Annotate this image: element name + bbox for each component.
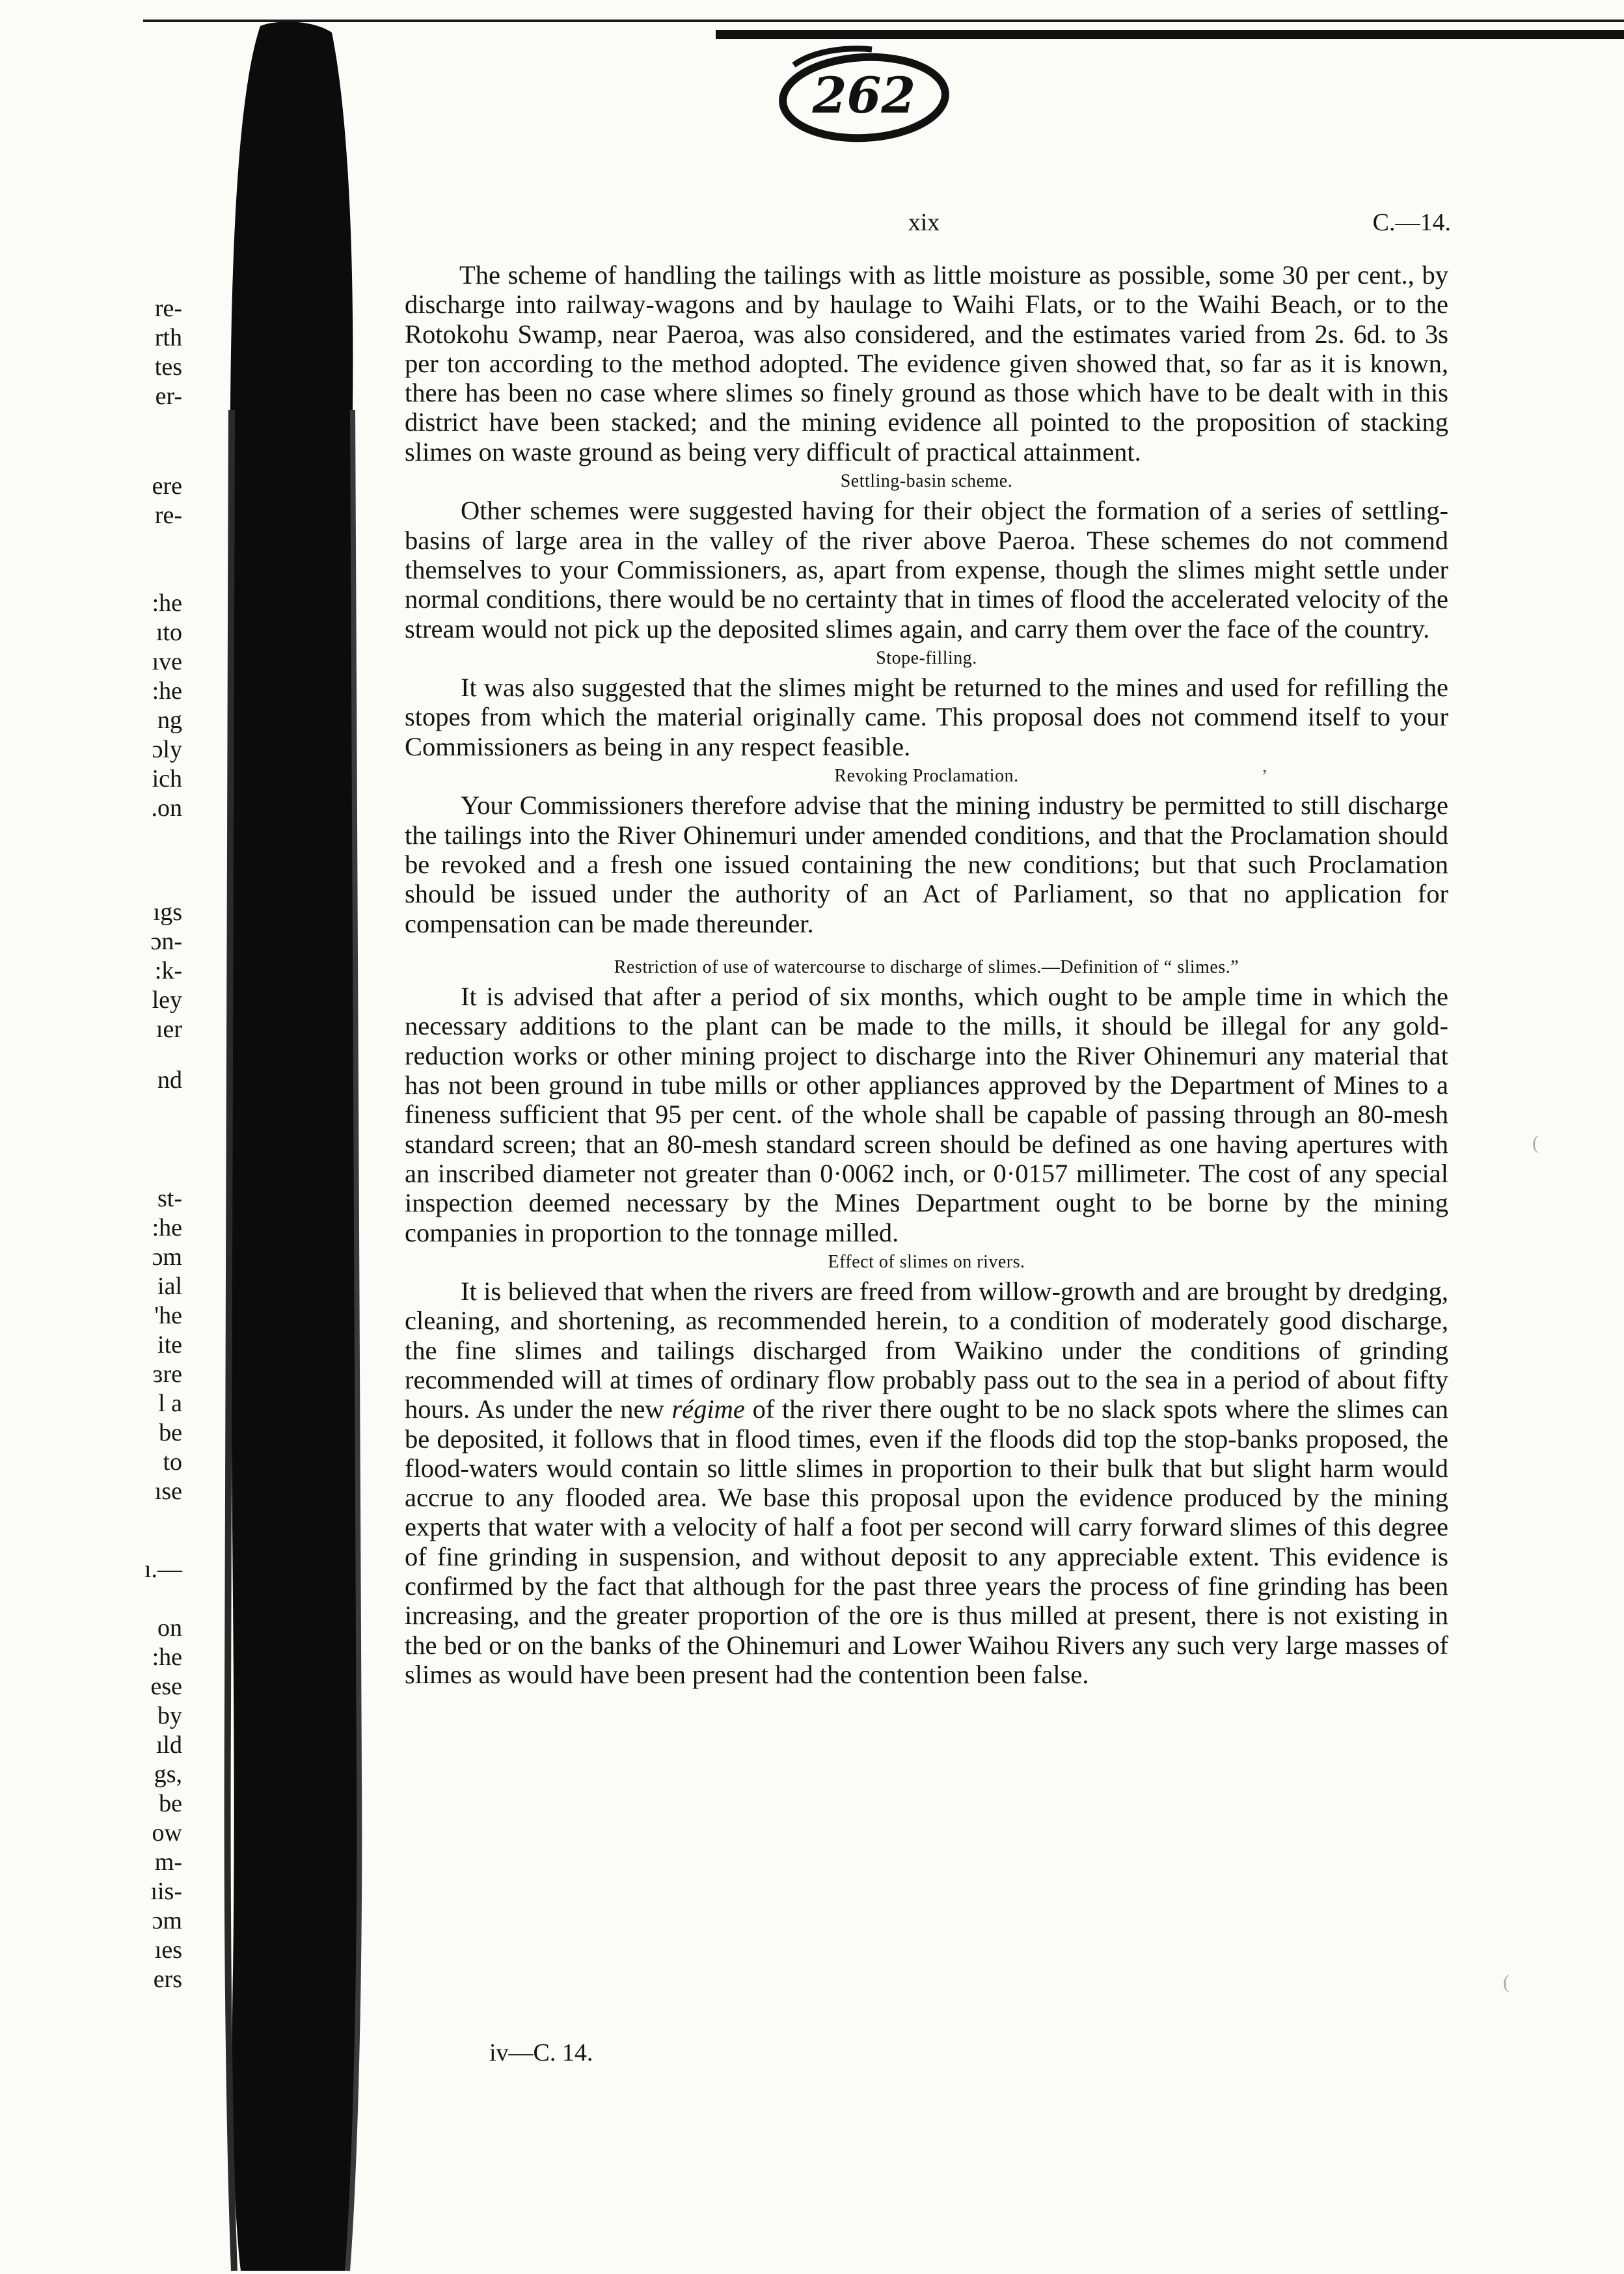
margin-fragment bbox=[98, 294, 182, 411]
scan-speck: , bbox=[1262, 755, 1267, 776]
margin-fragment-line: :k- bbox=[154, 957, 182, 984]
scan-speck: ( bbox=[1503, 1971, 1509, 1993]
margin-fragment-line: ɔm bbox=[152, 1907, 182, 1934]
margin-fragment-line: er- bbox=[155, 383, 182, 410]
margin-fragment-line: ı.— bbox=[144, 1556, 182, 1583]
body-paragraph: Your Commissioners therefore advise that the mining industry be permitted to still discharge the tailings into the River Ohinemuri under amended conditions, and that the Proclamation should be revoked and a fresh one issued containing the new conditions; but that such Proclamation should be issued under the authority of an Act of Parliament, so that no application for compensation can be made thereunder. bbox=[405, 791, 1448, 938]
margin-fragment bbox=[98, 1555, 182, 1584]
margin-fragment bbox=[98, 898, 182, 1044]
margin-fragment-line: ial bbox=[157, 1273, 182, 1300]
margin-fragment-line: ıld bbox=[156, 1731, 182, 1759]
scan-speck: ( bbox=[1532, 1132, 1539, 1154]
margin-fragment-line: rth bbox=[154, 324, 182, 351]
margin-fragment-line: ere bbox=[152, 472, 182, 500]
margin-fragment-line: l a bbox=[158, 1390, 182, 1417]
margin-fragment-line: ıer bbox=[156, 1016, 182, 1043]
margin-fragment-line: ɔn- bbox=[150, 928, 182, 955]
margin-fragment-line: ıgs bbox=[153, 899, 182, 926]
margin-fragment-line: on bbox=[157, 1614, 182, 1642]
margin-fragment bbox=[98, 472, 182, 530]
margin-fragment-line: :he bbox=[152, 1214, 182, 1241]
section-heading: Effect of slimes on rivers. bbox=[828, 1251, 1025, 1272]
margin-fragment bbox=[98, 1614, 182, 1994]
printer-signature: iv—C. 14. bbox=[489, 2039, 593, 2066]
body-paragraph: It was also suggested that the slimes might be returned to the mines and used for refilling the stopes from which the material originally came. This proposal does not commend itself to your Commissioners as being in any respect feasible. bbox=[405, 673, 1448, 761]
body-paragraph: It is believed that when the rivers are freed from willow-growth and are brought by dredging, cleaning, and shortening, as recommended herein, to a condition of moderately good discharge, the fine slimes and tailings discharged from Waikino under the conditions of grinding recommended will at times of ordinary flow probably pass out to the sea in a period of about fifty hours. As under the new régime of the river there ought to be no slack spots where the slimes can be deposited, it follows that in flood times, even if the floods did top the stop-banks proposed, the flood-waters would contain so little slimes in proportion to their bulk that but slight harm would accrue to any flooded area. We base this proposal upon the evidence produced by the mining experts that water with a velocity of half a foot per second will carry forward slimes of this degree of fine grinding in suspension, and without deposit to any appreciable extent. This evidence is confirmed by the fact that although for the past three years the process of fine grinding has been increasing, and the greater proportion of the ore is thus milled at present, there is not existing in the bed or on the banks of the Ohinemuri and Lower Waihou Rivers any such very large masses of slimes as would have been present had the contention been false. bbox=[405, 1277, 1448, 1689]
margin-fragment-line: :he bbox=[152, 1644, 182, 1671]
margin-fragment-line: :he bbox=[152, 677, 182, 705]
margin-fragment-line: ich bbox=[152, 765, 182, 792]
section-heading: Stope-filling. bbox=[876, 647, 977, 668]
margin-fragment-line: ıto bbox=[156, 619, 182, 646]
margin-fragment-line: re- bbox=[154, 502, 182, 529]
margin-fragment-line: nd bbox=[157, 1066, 182, 1094]
margin-fragment-line: ıve bbox=[152, 648, 182, 675]
margin-fragment-line: ıse bbox=[154, 1478, 182, 1505]
margin-fragment-line: re- bbox=[154, 295, 182, 322]
margin-fragment-line: be bbox=[159, 1419, 182, 1446]
stamp-number: 262 bbox=[812, 66, 916, 124]
margin-fragment bbox=[98, 1184, 182, 1506]
margin-fragment-line: tes bbox=[154, 353, 182, 381]
margin-fragment-line: gs, bbox=[154, 1761, 182, 1788]
margin-fragment bbox=[98, 589, 182, 823]
margin-fragment-line: ow bbox=[152, 1819, 182, 1847]
top-binding-bar bbox=[716, 30, 1624, 39]
margin-fragment-line: ley bbox=[152, 986, 182, 1014]
section-heading: Restriction of use of watercourse to discharge of slimes.—Definition of “ slimes.” bbox=[614, 956, 1239, 977]
body-paragraph: Other schemes were suggested having for their object the formation of a series of settling-basins of large area in the valley of the river above Paeroa. These schemes do not commend themselves to your Commissioners, as, apart from expense, though the slimes might settle under normal conditions, there would be no certainty that in times of flood the accelerated velocity of the stream would not pick up the deposited slimes again, and carry them over the face of the country. bbox=[405, 496, 1448, 643]
margin-fragment-line: ɔm bbox=[152, 1243, 182, 1271]
margin-fragment-line: ıis- bbox=[150, 1878, 182, 1905]
margin-fragment-line: ıes bbox=[154, 1936, 182, 1964]
margin-fragment-line: ɜre bbox=[152, 1360, 182, 1388]
section-heading: Settling-basin scheme. bbox=[840, 471, 1013, 492]
margin-fragment-line: to bbox=[163, 1448, 182, 1476]
margin-fragment-line: 'he bbox=[154, 1302, 182, 1329]
body-paragraph: The scheme of handling the tailings with as little moisture as possible, some 30 per cent., by discharge into railway-wagons and by haulage to Waihi Flats, or to the Waihi Beach, or to the Rotokohu Swamp, near Paeroa, was also considered, and the estimates varied from 2s. 6d. to 3s per ton according to the method adopted. The evidence given showed that, so far as it is known, there has been no case where slimes so finely ground as those which have to be dealt with in this district have been stacked; and the mining evidence all pointed to the proposition of stacking slimes on waste ground as being very difficult of practical attainment. bbox=[405, 260, 1448, 467]
margin-fragment-line: ɔly bbox=[152, 736, 182, 763]
margin-fragment-line: st- bbox=[157, 1185, 182, 1212]
margin-fragment-line: .on bbox=[151, 794, 182, 822]
margin-fragment-line: ite bbox=[157, 1331, 182, 1359]
margin-fragment-line: :he bbox=[152, 589, 182, 617]
binding-gutter bbox=[215, 20, 371, 2274]
margin-fragment-line: ers bbox=[153, 1966, 182, 1993]
margin-fragment-line: be bbox=[159, 1790, 182, 1817]
report-body bbox=[405, 260, 1448, 1689]
section-heading: Revoking Proclamation. bbox=[834, 766, 1019, 787]
margin-fragment-line: ese bbox=[150, 1673, 182, 1700]
circled-page-stamp bbox=[768, 39, 956, 150]
page-number-roman: xix bbox=[908, 209, 940, 236]
margin-fragment-line: m- bbox=[154, 1848, 182, 1876]
body-paragraph: It is advised that after a period of six months, which ought to be ample time in which the necessary additions to the plant can be made to the mills, it should be illegal for any gold-reduction works or other mining project to discharge into the River Ohinemuri any material that has not been ground in tube mills or other appliances approved by the Department of Mines to a fineness sufficient that 95 per cent. of the whole shall be capable of passing through an 80-mesh standard screen; that an 80-mesh standard screen should be defined as one having apertures with an inscribed diameter not greater than 0·0062 inch, or 0·0157 millimeter. The cost of any special inspection deemed necessary by the Mines Department ought to be borne by the mining companies in proportion to the tonnage milled. bbox=[405, 982, 1448, 1247]
document-code: C.—14. bbox=[1372, 209, 1451, 236]
margin-fragment-line: ng bbox=[157, 707, 182, 734]
margin-fragment bbox=[98, 1066, 182, 1095]
margin-fragment-line: by bbox=[157, 1702, 182, 1729]
